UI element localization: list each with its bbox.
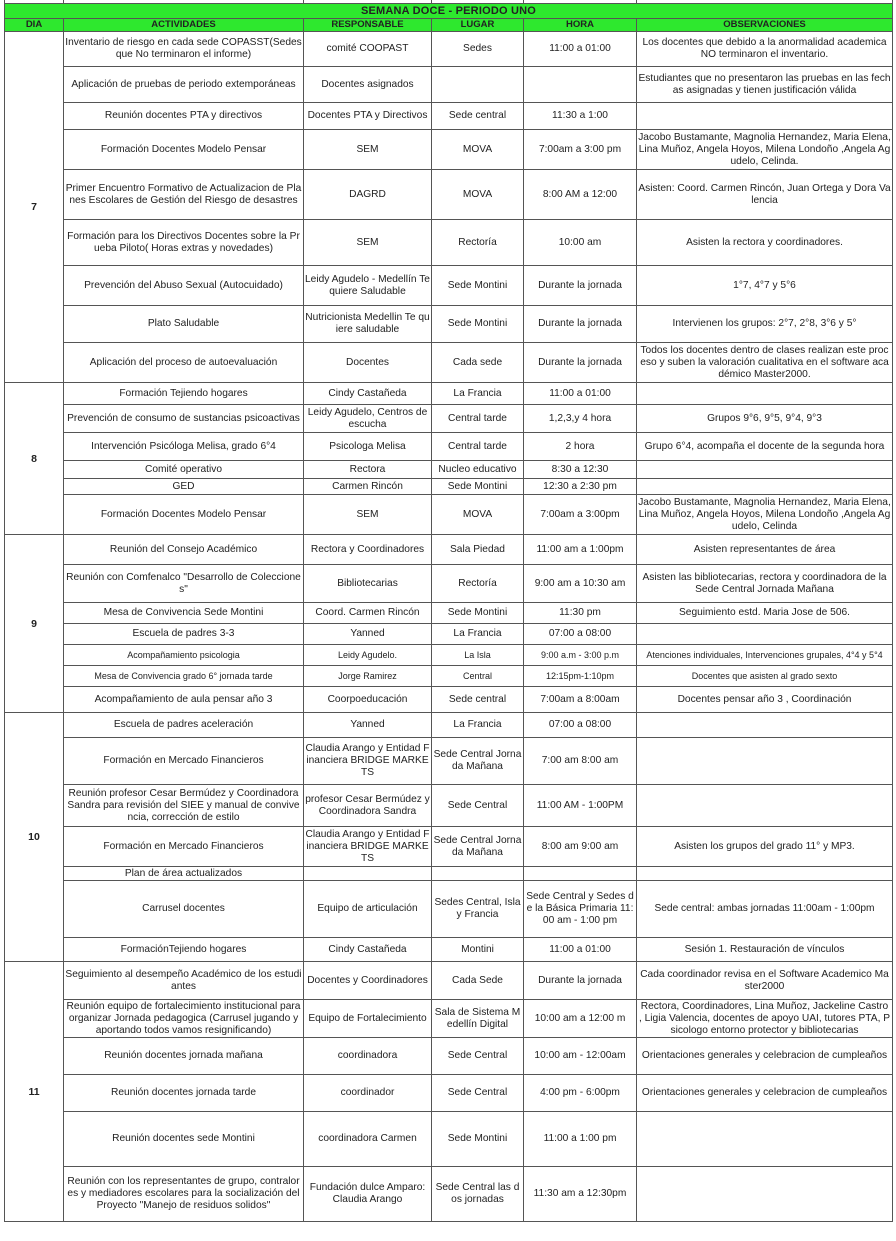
place-cell: Sede Central las dos jornadas (432, 1167, 524, 1222)
table-row (5, 405, 893, 433)
activity-cell: Escuela de padres aceleración (64, 713, 304, 738)
time-cell: 4:00 pm - 6:00pm (524, 1075, 637, 1112)
place-cell: Sede Montini (432, 603, 524, 624)
place-cell: Sala Piedad (432, 535, 524, 565)
observations-cell (637, 1167, 893, 1222)
activity-cell: Reunión docentes PTA y directivos (64, 103, 304, 130)
activity-cell: Prevención del Abuso Sexual (Autocuidado) (64, 266, 304, 306)
responsible-cell: profesor Cesar Bermúdez y Coordinadora Sandra (304, 785, 432, 827)
activity-cell: Acompañamiento psicologia (64, 645, 304, 666)
observations-cell: Estudiantes que no presentaron las pruebas en las fechas asignadas y tienen justificación válida (637, 67, 893, 103)
time-cell: 07:00 a 08:00 (524, 713, 637, 738)
time-cell: 2 hora (524, 433, 637, 461)
place-cell: Sede Montini (432, 479, 524, 495)
activity-cell: Mesa de Convivencia Sede Montini (64, 603, 304, 624)
col-header-responsable: RESPONSABLE (304, 19, 432, 32)
responsible-cell: DAGRD (304, 170, 432, 220)
observations-cell (637, 738, 893, 785)
time-cell: 11:00 a 01:00 (524, 938, 637, 962)
time-cell (524, 867, 637, 881)
table-row (5, 1075, 893, 1112)
observations-cell (637, 383, 893, 405)
observations-cell: Los docentes que debido a la anormalidad academica NO terminaron el inventario. (637, 32, 893, 67)
place-cell: MOVA (432, 495, 524, 535)
observations-cell (637, 1112, 893, 1167)
observations-cell: Cada coordinador revisa en el Software Academico Master2000 (637, 962, 893, 1000)
observations-cell: Orientaciones generales y celebracion de cumpleaños (637, 1075, 893, 1112)
day-cell: 10 (5, 713, 64, 962)
time-cell: 9:00 a.m - 3:00 p.m (524, 645, 637, 666)
time-cell: Durante la jornada (524, 306, 637, 343)
responsible-cell: Leidy Agudelo, Centros de escucha (304, 405, 432, 433)
place-cell: La Francia (432, 713, 524, 738)
time-cell: 11:00 am a 1:00pm (524, 535, 637, 565)
title-row (5, 4, 893, 19)
table-row (5, 827, 893, 867)
responsible-cell: Leidy Agudelo - Medellín Te quiere Saludable (304, 266, 432, 306)
observations-cell (637, 479, 893, 495)
observations-cell: Docentes que asisten al grado sexto (637, 666, 893, 687)
table-row (5, 687, 893, 713)
place-cell: Sala de Sistema Medellín Digital (432, 1000, 524, 1038)
time-cell: 11:00 a 1:00 pm (524, 1112, 637, 1167)
activity-cell: Prevención de consumo de sustancias psicoactivas (64, 405, 304, 433)
responsible-cell: coordinadora (304, 1038, 432, 1075)
place-cell: Sede Central (432, 1075, 524, 1112)
observations-cell: Rectora, Coordinadores, Lina Muñoz, Jackeline Castro , Ligia Valencia, docentes de apoyo UAI, tutores PTA, Psicologo entorno protector y bibliotecarias (637, 1000, 893, 1038)
observations-cell: Sede central: ambas jornadas 11:00am - 1:00pm (637, 881, 893, 938)
place-cell (432, 67, 524, 103)
place-cell: La Francia (432, 383, 524, 405)
responsible-cell: Docentes (304, 343, 432, 383)
observations-cell (637, 785, 893, 827)
activity-cell: Formación para los Directivos Docentes sobre la Prueba Piloto( Horas extras y novedades) (64, 220, 304, 266)
activity-cell: Plato Saludable (64, 306, 304, 343)
table-row (5, 461, 893, 479)
table-row (5, 103, 893, 130)
responsible-cell: Coorpoeducación (304, 687, 432, 713)
table-row (5, 738, 893, 785)
table-row (5, 383, 893, 405)
observations-cell: Intervienen los grupos: 2°7, 2°8, 3°6 y 5° (637, 306, 893, 343)
day-cell: 9 (5, 535, 64, 713)
observations-cell: 1°7, 4°7 y 5°6 (637, 266, 893, 306)
table-row (5, 266, 893, 306)
observations-cell: Jacobo Bustamante, Magnolia Hernandez, Maria Elena, Lina Muñoz, Angela Hoyos, Milena Londoño ,Angela Agudelo, Celinda (637, 495, 893, 535)
table-row (5, 343, 893, 383)
table-row (5, 867, 893, 881)
observations-cell: Asisten representantes de área (637, 535, 893, 565)
table-row (5, 1112, 893, 1167)
table-row (5, 603, 893, 624)
responsible-cell: Docentes asignados (304, 67, 432, 103)
col-header-dia: DIA (5, 19, 64, 32)
time-cell: 11:30 pm (524, 603, 637, 624)
table-row (5, 1167, 893, 1222)
place-cell: MOVA (432, 130, 524, 170)
column-header-row (5, 19, 893, 32)
responsible-cell: coordinadora Carmen (304, 1112, 432, 1167)
table-row (5, 624, 893, 645)
place-cell: Nucleo educativo (432, 461, 524, 479)
observations-cell: Orientaciones generales y celebracion de cumpleaños (637, 1038, 893, 1075)
table-row (5, 535, 893, 565)
activity-cell: Reunión con Comfenalco "Desarrollo de Colecciones" (64, 565, 304, 603)
table-row (5, 130, 893, 170)
day-cell: 7 (5, 32, 64, 383)
observations-cell (637, 867, 893, 881)
place-cell: Montini (432, 938, 524, 962)
observations-cell: Grupo 6°4, acompaña el docente de la segunda hora (637, 433, 893, 461)
table-row (5, 962, 893, 1000)
table-row (5, 32, 893, 67)
activity-cell: Reunión docentes jornada tarde (64, 1075, 304, 1112)
time-cell: 12:15pm-1:10pm (524, 666, 637, 687)
responsible-cell: Equipo de articulación (304, 881, 432, 938)
table-row (5, 306, 893, 343)
time-cell: 7:00 am 8:00 am (524, 738, 637, 785)
observations-cell: Grupos 9°6, 9°5, 9°4, 9°3 (637, 405, 893, 433)
observations-cell: Sesión 1. Restauración de vínculos (637, 938, 893, 962)
table-row (5, 67, 893, 103)
responsible-cell: Jorge Ramirez (304, 666, 432, 687)
col-header-observaciones: OBSERVACIONES (637, 19, 893, 32)
activity-cell: Plan de área actualizados (64, 867, 304, 881)
activity-cell: Reunión docentes sede Montini (64, 1112, 304, 1167)
schedule-body (5, 32, 893, 1222)
time-cell: 8:00 AM a 12:00 (524, 170, 637, 220)
responsible-cell: SEM (304, 130, 432, 170)
activity-cell: Acompañamiento de aula pensar año 3 (64, 687, 304, 713)
observations-cell: Asisten las bibliotecarias, rectora y coordinadora de la Sede Central Jornada Mañana (637, 565, 893, 603)
col-header-hora: HORA (524, 19, 637, 32)
place-cell: Cada sede (432, 343, 524, 383)
responsible-cell: Bibliotecarias (304, 565, 432, 603)
activity-cell: Reunión docentes jornada mañana (64, 1038, 304, 1075)
table-row (5, 220, 893, 266)
activity-cell: Mesa de Convivencia grado 6° jornada tarde (64, 666, 304, 687)
time-cell: 11:30 a 1:00 (524, 103, 637, 130)
table-row (5, 170, 893, 220)
responsible-cell: coordinador (304, 1075, 432, 1112)
responsible-cell: Yanned (304, 624, 432, 645)
time-cell: 8:00 am 9:00 am (524, 827, 637, 867)
table-row (5, 433, 893, 461)
place-cell: Cada Sede (432, 962, 524, 1000)
activity-cell: Reunión del Consejo Académico (64, 535, 304, 565)
place-cell: Central tarde (432, 405, 524, 433)
observations-cell: Asisten: Coord. Carmen Rincón, Juan Ortega y Dora Valencia (637, 170, 893, 220)
schedule-table (4, 0, 893, 1222)
responsible-cell: Docentes y Coordinadores (304, 962, 432, 1000)
activity-cell: Carrusel docentes (64, 881, 304, 938)
place-cell: Sede Montini (432, 306, 524, 343)
responsible-cell: Psicologa Melisa (304, 433, 432, 461)
observations-cell (637, 713, 893, 738)
observations-cell: Todos los docentes dentro de clases realizan este proceso y suben la valoración cualitativa en el software académico Master2000. (637, 343, 893, 383)
place-cell: La Francia (432, 624, 524, 645)
place-cell: Rectoría (432, 220, 524, 266)
table-row (5, 785, 893, 827)
place-cell: Sede central (432, 687, 524, 713)
time-cell: 11:30 am a 12:30pm (524, 1167, 637, 1222)
observations-cell (637, 103, 893, 130)
time-cell: 11:00 AM - 1:00PM (524, 785, 637, 827)
place-cell: Sede Montini (432, 1112, 524, 1167)
table-row (5, 666, 893, 687)
place-cell: MOVA (432, 170, 524, 220)
activity-cell: Formación Tejiendo hogares (64, 383, 304, 405)
table-row (5, 713, 893, 738)
activity-cell: Inventario de riesgo en cada sede COPASST(Sedes que No terminaron el informe) (64, 32, 304, 67)
time-cell: 07:00 a 08:00 (524, 624, 637, 645)
time-cell: 11:00 a 01:00 (524, 383, 637, 405)
observations-cell: Atenciones individuales, Intervenciones grupales, 4°4 y 5°4 (637, 645, 893, 666)
time-cell: 7:00am a 3:00pm (524, 495, 637, 535)
responsible-cell: Coord. Carmen Rincón (304, 603, 432, 624)
activity-cell: GED (64, 479, 304, 495)
responsible-cell: SEM (304, 220, 432, 266)
place-cell (432, 867, 524, 881)
responsible-cell: comité COOPAST (304, 32, 432, 67)
responsible-cell: Cindy Castañeda (304, 938, 432, 962)
place-cell: Central tarde (432, 433, 524, 461)
table-row (5, 1038, 893, 1075)
time-cell: 7:00am a 3:00 pm (524, 130, 637, 170)
activity-cell: Primer Encuentro Formativo de Actualizacion de Planes Escolares de Gestión del Riesgo de desastres (64, 170, 304, 220)
time-cell: 10:00 am - 12:00am (524, 1038, 637, 1075)
place-cell: La Isla (432, 645, 524, 666)
activity-cell: Reunión profesor Cesar Bermúdez y Coordinadora Sandra para revisión del SIEE y manual de convivencia, corrección de estilo (64, 785, 304, 827)
responsible-cell: Cindy Castañeda (304, 383, 432, 405)
responsible-cell: Claudia Arango y Entidad Financiera BRIDGE MARKETS (304, 827, 432, 867)
activity-cell: Formación Docentes Modelo Pensar (64, 495, 304, 535)
observations-cell: Docentes pensar año 3 , Coordinación (637, 687, 893, 713)
place-cell: Sedes Central, Isla y Francia (432, 881, 524, 938)
activity-cell: Formación Docentes Modelo Pensar (64, 130, 304, 170)
time-cell: Durante la jornada (524, 266, 637, 306)
responsible-cell: Rectora y Coordinadores (304, 535, 432, 565)
activity-cell: Comité operativo (64, 461, 304, 479)
observations-cell: Seguimiento estd. Maria Jose de 506. (637, 603, 893, 624)
responsible-cell (304, 867, 432, 881)
time-cell: 7:00am a 8:00am (524, 687, 637, 713)
place-cell: Sedes (432, 32, 524, 67)
activity-cell: Intervención Psicóloga Melisa, grado 6°4 (64, 433, 304, 461)
place-cell: Sede Central Jornada Mañana (432, 738, 524, 785)
time-cell: 10:00 am a 12:00 m (524, 1000, 637, 1038)
place-cell: Sede Central Jornada Mañana (432, 827, 524, 867)
place-cell: Sede Central (432, 785, 524, 827)
day-cell: 11 (5, 962, 64, 1222)
col-header-actividades: ACTIVIDADES (64, 19, 304, 32)
sheet-title: SEMANA DOCE - PERIODO UNO (5, 4, 893, 19)
time-cell: 11:00 a 01:00 (524, 32, 637, 67)
observations-cell (637, 461, 893, 479)
responsible-cell: Docentes PTA y Directivos (304, 103, 432, 130)
activity-cell: Formación en Mercado Financieros (64, 738, 304, 785)
time-cell (524, 67, 637, 103)
place-cell: Sede central (432, 103, 524, 130)
responsible-cell: Yanned (304, 713, 432, 738)
place-cell: Rectoría (432, 565, 524, 603)
observations-cell (637, 624, 893, 645)
time-cell: 1,2,3,y 4 hora (524, 405, 637, 433)
responsible-cell: Rectora (304, 461, 432, 479)
day-cell: 8 (5, 383, 64, 535)
time-cell: Sede Central y Sedes de la Básica Primaria 11:00 am - 1:00 pm (524, 881, 637, 938)
time-cell: 12:30 a 2:30 pm (524, 479, 637, 495)
responsible-cell: Nutricionista Medellin Te quiere saludable (304, 306, 432, 343)
place-cell: Sede Montini (432, 266, 524, 306)
responsible-cell: Carmen Rincón (304, 479, 432, 495)
table-row (5, 1000, 893, 1038)
table-row (5, 565, 893, 603)
time-cell: 10:00 am (524, 220, 637, 266)
place-cell: Central (432, 666, 524, 687)
responsible-cell: Claudia Arango y Entidad Financiera BRIDGE MARKETS (304, 738, 432, 785)
time-cell: 8:30 a 12:30 (524, 461, 637, 479)
observations-cell: Jacobo Bustamante, Magnolia Hernandez, Maria Elena, Lina Muñoz, Angela Hoyos, Milena Londoño ,Angela Agudelo, Celinda. (637, 130, 893, 170)
activity-cell: Escuela de padres 3-3 (64, 624, 304, 645)
responsible-cell: SEM (304, 495, 432, 535)
table-row (5, 479, 893, 495)
activity-cell: Aplicación de pruebas de periodo extemporáneas (64, 67, 304, 103)
place-cell: Sede Central (432, 1038, 524, 1075)
responsible-cell: Leidy Agudelo. (304, 645, 432, 666)
activity-cell: Formación en Mercado Financieros (64, 827, 304, 867)
time-cell: Durante la jornada (524, 343, 637, 383)
activity-cell: FormaciónTejiendo hogares (64, 938, 304, 962)
observations-cell: Asisten la rectora y coordinadores. (637, 220, 893, 266)
table-row (5, 645, 893, 666)
responsible-cell: Fundación dulce Amparo: Claudia Arango (304, 1167, 432, 1222)
table-row (5, 938, 893, 962)
responsible-cell: Equipo de Fortalecimiento (304, 1000, 432, 1038)
table-row (5, 495, 893, 535)
table-row (5, 881, 893, 938)
col-header-lugar: LUGAR (432, 19, 524, 32)
time-cell: 9:00 am a 10:30 am (524, 565, 637, 603)
observations-cell: Asisten los grupos del grado 11° y MP3. (637, 827, 893, 867)
activity-cell: Aplicación del proceso de autoevaluación (64, 343, 304, 383)
activity-cell: Seguimiento al desempeño Académico de los estudiantes (64, 962, 304, 1000)
time-cell: Durante la jornada (524, 962, 637, 1000)
activity-cell: Reunión con los representantes de grupo, contralores y mediadores escolares para la socialización del Proyecto "Manejo de residuos solidos" (64, 1167, 304, 1222)
activity-cell: Reunión equipo de fortalecimiento institucional para organizar Jornada pedagogica (Carrusel jugando y aportando todos vamos resignificando) (64, 1000, 304, 1038)
